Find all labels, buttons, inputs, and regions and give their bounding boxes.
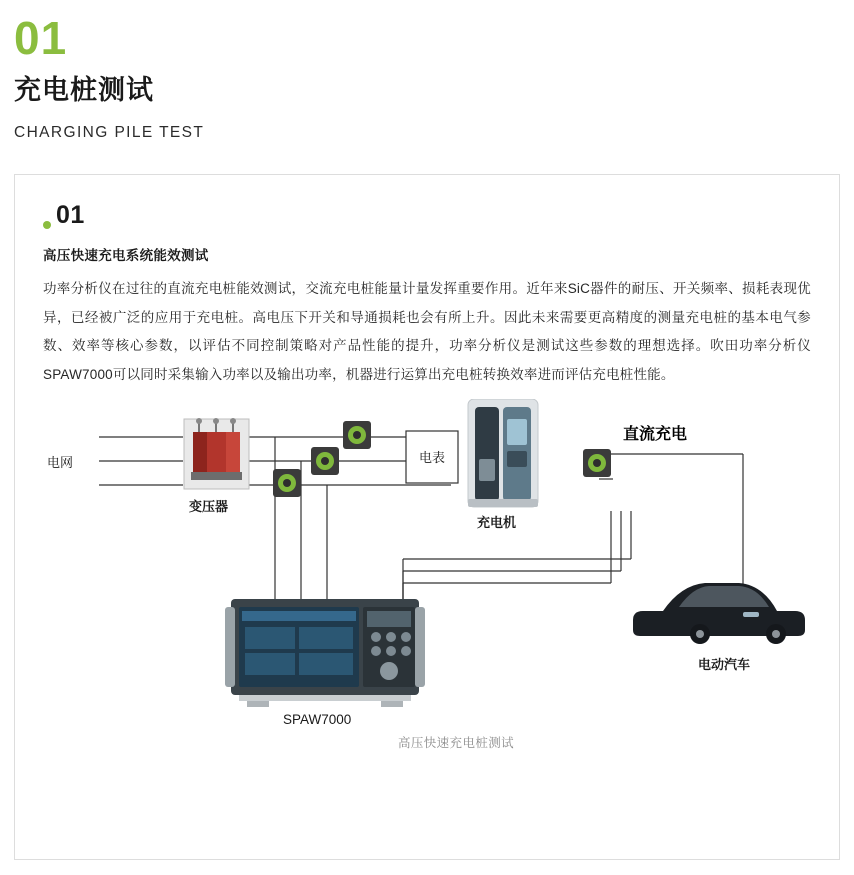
ev-car-icon [633,583,805,644]
sub-section-number: 01 [56,201,85,229]
current-clamp-icon-1 [343,421,371,449]
bullet-dot-icon [43,221,51,229]
transformer-icon [184,418,249,489]
label-transformer: 变压器 [189,499,229,515]
charger-icon [468,399,538,507]
diagram-caption: 高压快速充电桩测试 [397,736,515,751]
label-grid: 电网 [47,455,74,471]
system-diagram [43,399,854,751]
current-clamp-icon-4 [583,449,611,477]
body-paragraph: 功率分析仪在过往的直流充电桩能效测试，交流充电桩能量计量发挥重要作用。近年来SiC器件的耐压、开关频率、损耗表现优异，已经被广泛的应用于充电桩。高电压下开关和导通损耗也会有所上升。因此未来需要更高精度的测量充电桩的基本电气参数、效率等核心参数，以评估不同控制策略对产品性能的提升，功率分析仪是测试这些参数的理想选择。吹田功率分析仪SPAW7000可以同时采集输入功率以及输出功率，机器进行运算出充电桩转换效率进而评估充电桩性能。 [43,281,811,382]
page-subtitle-en: CHARGING PILE TEST [14,123,205,141]
content-card [14,174,840,860]
page-title: 充电桩测试 [14,75,154,106]
diagram-svg [43,399,813,729]
sub-section-heading: 高压快速充电系统能效测试 [43,248,209,263]
page-header [0,0,854,142]
label-meter: 电表 [419,450,446,466]
sub-section-index [43,201,811,230]
label-dc-charging: 直流充电 [623,426,688,444]
label-analyzer-model: SPAW7000 [283,712,352,728]
power-analyzer-icon [225,599,425,707]
content-card-inner [15,175,839,751]
label-ev: 电动汽车 [698,657,751,673]
current-clamp-icon-3 [273,469,301,497]
label-charger: 充电机 [477,515,517,531]
current-clamp-icon-2 [311,447,339,475]
section-number: 01 [14,12,68,64]
